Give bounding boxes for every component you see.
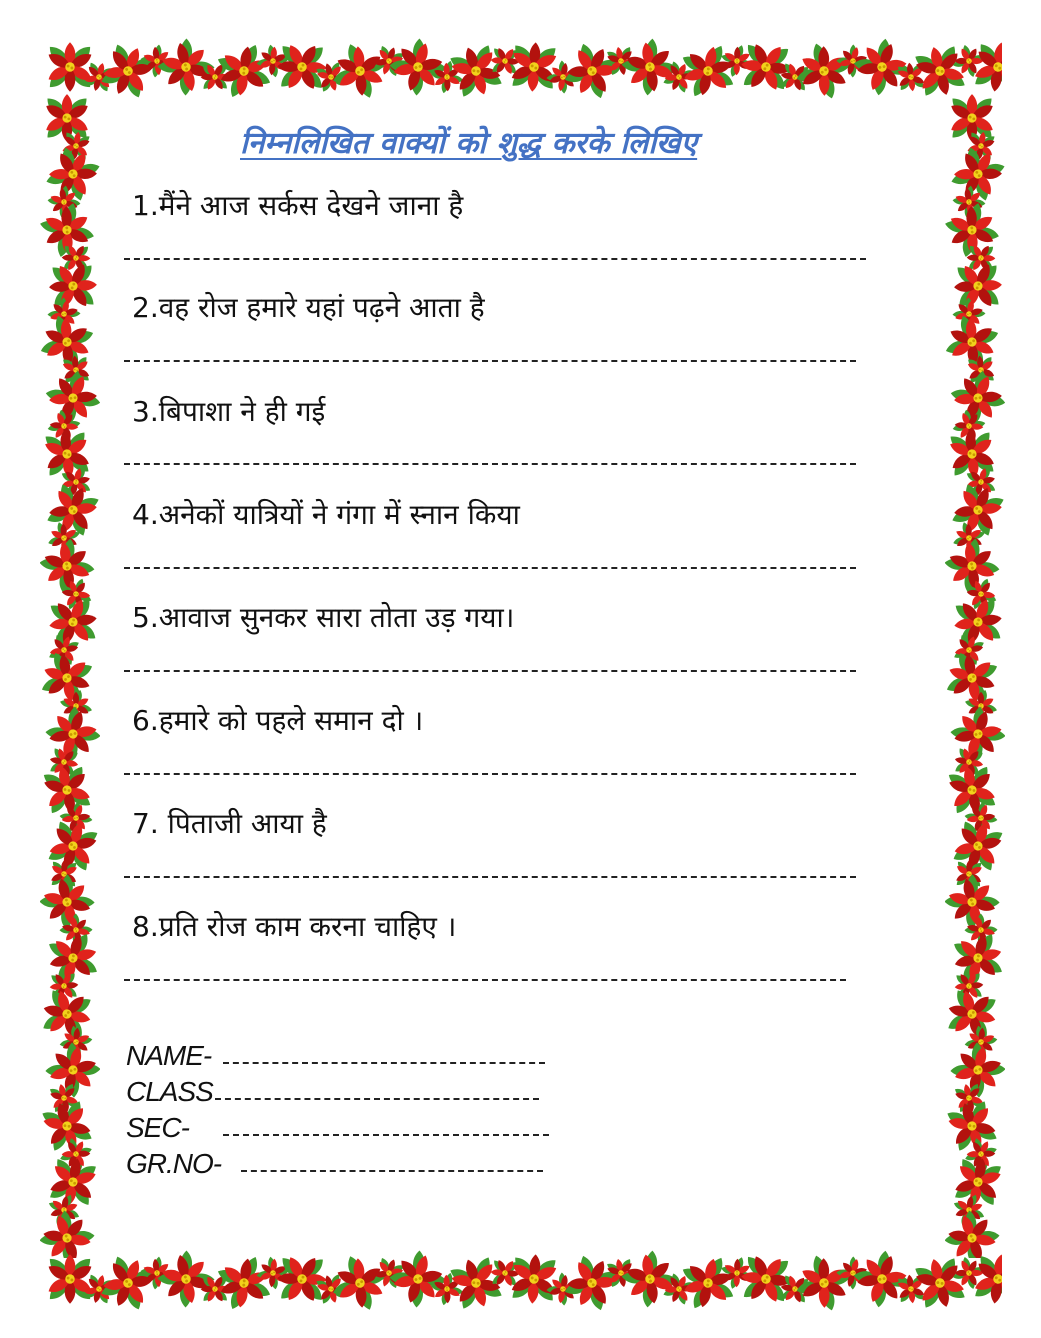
class-field[interactable] [215,1098,539,1100]
answer-line-2[interactable] [124,360,856,362]
poinsettia-flower-icon [383,1250,452,1312]
sec-field[interactable] [223,1134,549,1136]
answer-line-3[interactable] [124,463,856,465]
sec-label: SEC- [126,1112,189,1143]
class-label: CLASS [126,1076,213,1107]
question-3: 3.बिपाशा ने ही गई [132,395,326,428]
class-row [126,1072,586,1108]
question-1: 1.मैंने आज सर्कस देखने जाना है [132,189,464,222]
poinsettia-flower-icon [677,41,738,100]
question-2: 2.वह रोज हमारे यहां पढ़ने आता है [132,291,485,324]
poinsettia-flower-icon [383,38,452,100]
flower-border-left [40,92,100,1258]
poinsettia-flower-icon [276,1254,327,1304]
flower-border-top [40,38,1002,100]
poinsettia-flower-icon [508,41,560,94]
name-field[interactable] [223,1062,545,1064]
question-5: 5.आवाज सुनकर सारा तोता उड़ गया। [132,601,515,634]
flower-border-bottom [40,1250,1002,1312]
answer-line-7[interactable] [124,876,856,878]
grno-field[interactable] [241,1170,543,1172]
question-8: 8.प्रति रोज काम करना चाहिए । [132,910,457,943]
worksheet-title: निम्नलिखित वाक्यों को शुद्ध करके लिखिए [240,126,698,161]
answer-line-4[interactable] [124,567,856,569]
question-4: 4.अनेकों यात्रियों ने गंगा में स्नान किया [132,498,520,531]
answer-line-5[interactable] [124,670,856,672]
question-7: 7. पिताजी आया है [132,807,327,840]
grno-row [126,1144,586,1180]
poinsettia-flower-icon [953,261,1003,310]
grno-label: GR.NO- [126,1148,222,1179]
poinsettia-flower-icon [276,42,327,92]
name-row [126,1036,586,1072]
sec-row [126,1108,586,1144]
answer-line-6[interactable] [124,773,856,775]
poinsettia-flower-icon [677,1253,738,1312]
answer-line-8[interactable] [124,979,846,981]
name-label: NAME- [126,1040,212,1071]
student-details-form [126,1036,586,1180]
flower-border-right [945,92,1005,1258]
poinsettia-flower-icon [48,261,98,310]
answer-line-1[interactable] [124,258,866,260]
question-6: 6.हमारे को पहले समान दो । [132,704,424,737]
poinsettia-flower-icon [508,1253,560,1306]
